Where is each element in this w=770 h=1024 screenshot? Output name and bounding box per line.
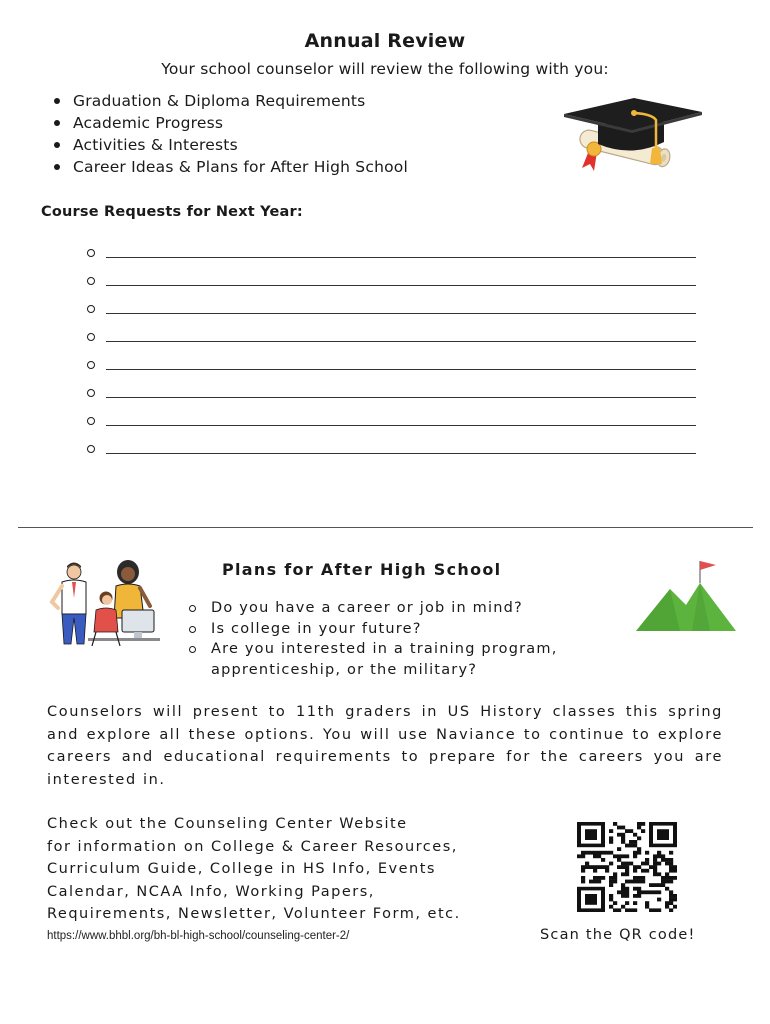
circle-bullet-icon	[87, 361, 95, 369]
website-info	[47, 813, 547, 926]
course-request-line[interactable]	[86, 358, 696, 374]
circle-bullet-icon	[87, 417, 95, 425]
course-request-line[interactable]	[86, 246, 696, 262]
plans-question: Are you interested in a training program, apprenticeship, or the military?	[186, 639, 636, 680]
plans-question-list	[186, 598, 636, 680]
intro-text: Your school counselor will review the following with you:	[161, 60, 609, 78]
plans-question: Is college in your future?	[186, 619, 636, 640]
review-item: Activities & Interests	[52, 134, 408, 156]
review-item: Graduation & Diploma Requirements	[52, 90, 408, 112]
course-request-line[interactable]	[86, 414, 696, 430]
course-request-line[interactable]	[86, 442, 696, 458]
website-info-line: Check out the Counseling Center Website	[47, 816, 408, 832]
section-divider	[18, 527, 753, 528]
circle-bullet-icon	[87, 445, 95, 453]
circle-bullet-icon	[87, 305, 95, 313]
course-request-line[interactable]	[86, 274, 696, 290]
people-at-computer-icon	[48, 558, 163, 648]
website-info-line: for information on College & Career Resources,	[47, 838, 458, 855]
circle-bullet-icon	[87, 389, 95, 397]
website-info-line: Curriculum Guide, College in HS Info, Events	[47, 861, 436, 877]
course-request-line[interactable]	[86, 330, 696, 346]
website-info-line: Requirements, Newsletter, Volunteer Form, etc.	[47, 906, 461, 922]
plans-question: Do you have a career or job in mind?	[186, 598, 636, 619]
review-item: Academic Progress	[52, 112, 408, 134]
course-request-line[interactable]	[86, 302, 696, 318]
circle-bullet-icon	[87, 277, 95, 285]
course-requests-heading: Course Requests for Next Year:	[41, 204, 303, 220]
mountain-flag-icon	[636, 555, 740, 633]
graduation-cap-diploma-icon	[560, 96, 705, 176]
circle-bullet-icon	[87, 249, 95, 257]
course-request-line[interactable]	[86, 386, 696, 402]
circle-bullet-icon	[87, 333, 95, 341]
counselor-paragraph: Counselors will present to 11th graders in US History classes this spring and explore all these options. You will use Naviance to continue to explore careers and educational requirements to prepare for the careers you are interested in.	[47, 704, 723, 788]
review-item: Career Ideas & Plans for After High School	[52, 156, 408, 178]
scan-qr-label: Scan the QR code!	[540, 927, 696, 943]
plans-heading: Plans for After High School	[222, 560, 502, 579]
website-info-line: Calendar, NCAA Info, Working Papers,	[47, 883, 375, 900]
qr-code-icon[interactable]	[577, 822, 677, 912]
website-url-link[interactable]: https://www.bhbl.org/bh-bl-high-school/counseling-center-2/	[47, 930, 350, 942]
review-list	[52, 90, 408, 178]
page-title: Annual Review	[304, 30, 466, 52]
